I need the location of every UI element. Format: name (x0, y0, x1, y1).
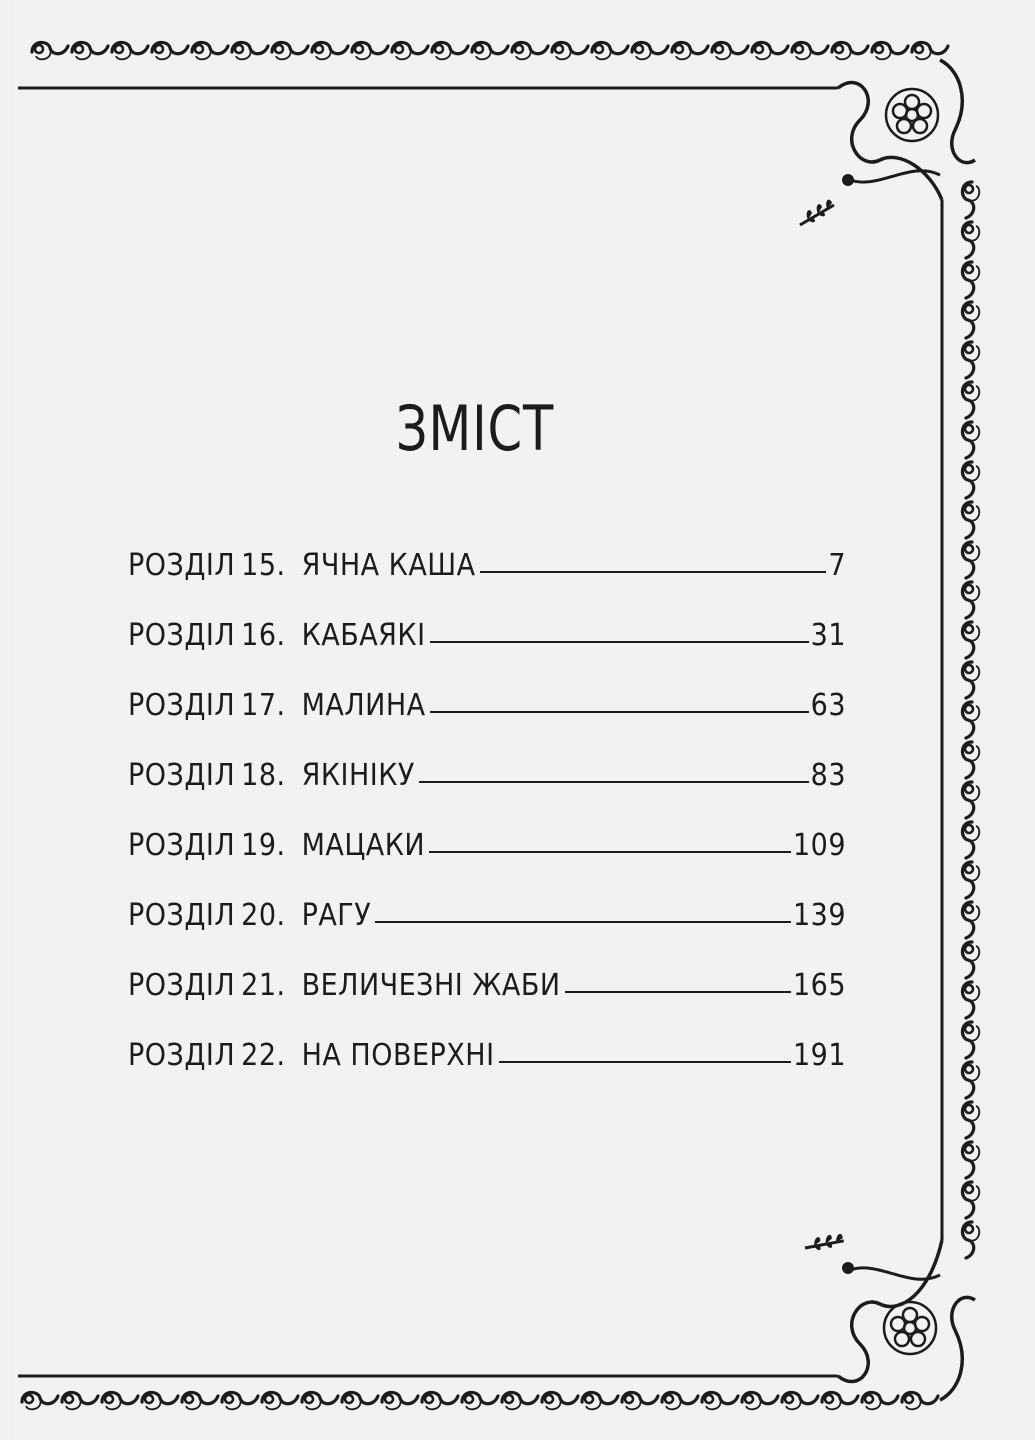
leaf-sprig-icon (800, 200, 834, 225)
page-number: 165 (792, 968, 846, 1003)
dot-leader (430, 711, 809, 713)
dot-leader (419, 781, 809, 783)
dot-leader (429, 851, 791, 853)
toc-entry[interactable] (128, 1038, 846, 1108)
chapter-number: 21. (241, 968, 286, 1003)
page-number: 63 (810, 688, 846, 723)
right-border (942, 182, 979, 1258)
chapter-label: РОЗДІЛ (128, 758, 236, 793)
chapter-number: 22. (241, 1038, 286, 1073)
bottom-border (18, 1376, 938, 1409)
flower-icon (886, 89, 938, 141)
toc-entry[interactable] (128, 758, 846, 828)
dot-leader (565, 991, 791, 993)
dot-leader (430, 641, 809, 643)
chapter-title: ЯКІНІКУ (301, 758, 415, 793)
chapter-label: РОЗДІЛ (128, 898, 236, 933)
chapter-title: МАЛИНА (301, 688, 426, 723)
chapter-label: РОЗДІЛ (128, 688, 236, 723)
chapter-number: 17. (241, 688, 286, 723)
page-number: 191 (792, 1038, 846, 1073)
dot-leader (480, 571, 827, 573)
dot-leader (375, 921, 791, 923)
page-number: 139 (792, 898, 846, 933)
page-number: 31 (810, 618, 846, 653)
chapter-number: 16. (241, 618, 286, 653)
bottom-right-corner-ornament (805, 1224, 975, 1400)
chapter-label: РОЗДІЛ (128, 618, 236, 653)
top-right-corner-ornament (800, 60, 975, 225)
page-number: 83 (810, 758, 846, 793)
toc-entry[interactable] (128, 898, 846, 968)
chapter-title: МАЦАКИ (301, 828, 426, 863)
flower-icon (884, 1302, 936, 1354)
toc-entry[interactable] (128, 548, 846, 618)
chapter-label: РОЗДІЛ (128, 828, 236, 863)
page-number: 7 (828, 548, 846, 583)
dot-leader (499, 1061, 791, 1063)
chapter-label: РОЗДІЛ (128, 548, 236, 583)
chapter-title: РАГУ (301, 898, 372, 933)
chapter-title: ЯЧНА КАША (301, 548, 476, 583)
chapter-number: 20. (241, 898, 286, 933)
chapter-number: 15. (241, 548, 286, 583)
chapter-label: РОЗДІЛ (128, 1038, 236, 1073)
chapter-title: ВЕЛИЧЕЗНІ ЖАБИ (301, 968, 561, 1003)
top-border (18, 42, 948, 88)
chapter-label: РОЗДІЛ (128, 968, 236, 1003)
chapter-number: 19. (241, 828, 286, 863)
toc-entry[interactable] (128, 828, 846, 898)
toc-entry[interactable] (128, 968, 846, 1038)
table-of-contents (128, 548, 846, 1108)
chapter-title: НА ПОВЕРХНІ (301, 1038, 495, 1073)
toc-entry[interactable] (128, 688, 846, 758)
leaf-sprig-icon (805, 1224, 846, 1259)
page-title: ЗМІСТ (395, 392, 555, 465)
page-number: 109 (792, 828, 846, 863)
toc-entry[interactable] (128, 618, 846, 688)
chapter-number: 18. (241, 758, 286, 793)
chapter-title: КАБАЯКІ (301, 618, 426, 653)
